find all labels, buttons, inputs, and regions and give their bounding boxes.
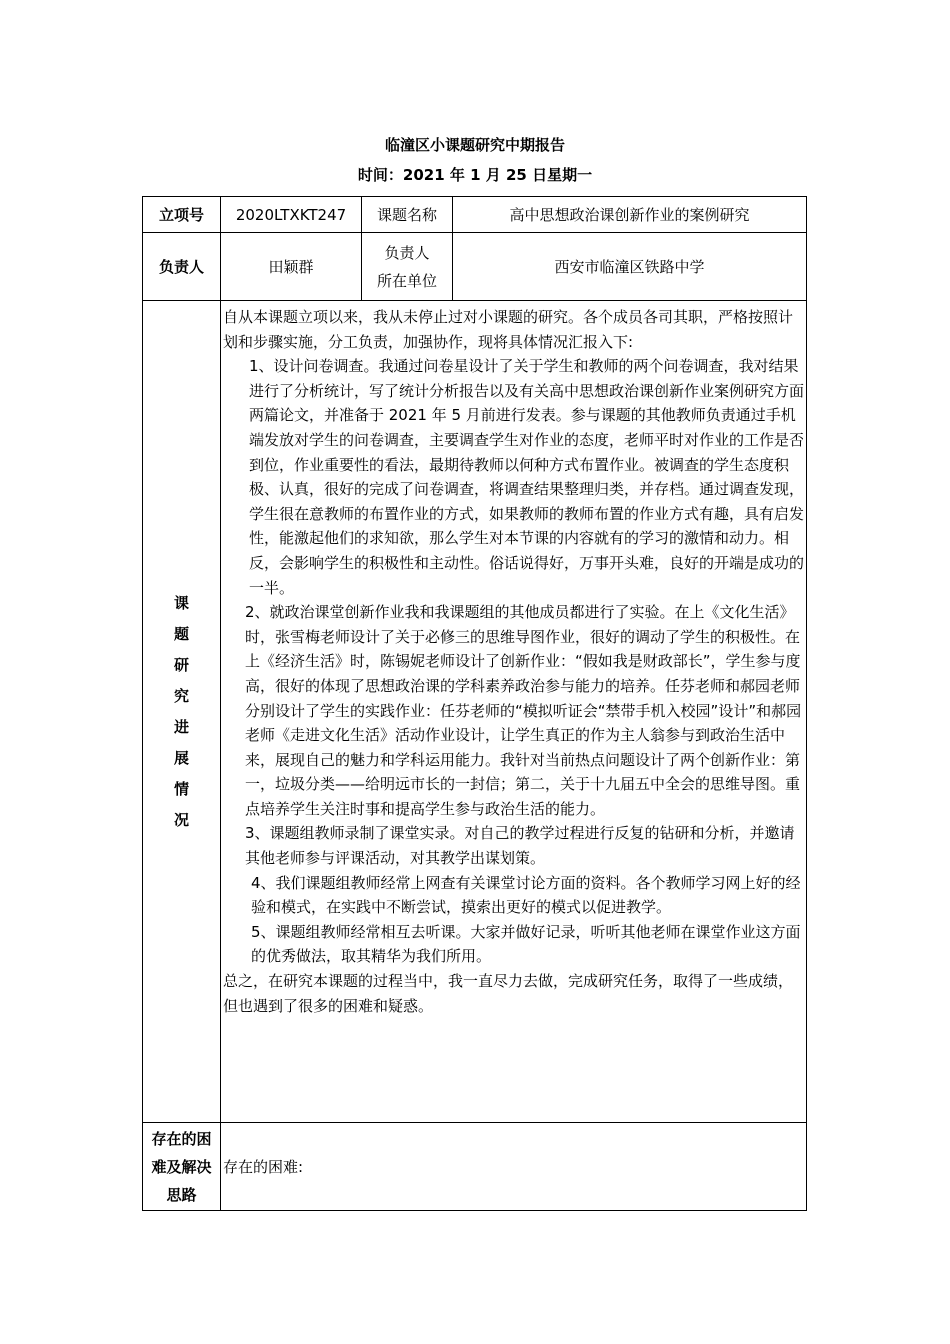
- progress-label-char: 况: [173, 810, 189, 829]
- leader-unit-value: 西安市临潼区铁路中学: [453, 233, 807, 301]
- leader-label: 负责人: [143, 233, 221, 301]
- project-id-value: 2020LTXKT247: [221, 197, 362, 233]
- report-title: 临潼区小课题研究中期报告: [384, 136, 565, 154]
- project-name-label: 课题名称: [362, 197, 453, 233]
- difficulties-label-line3: 思路: [166, 1185, 197, 1204]
- progress-label-char: 课: [173, 593, 189, 612]
- progress-item-3: 3、课题组教师录制了课堂实录。对自己的教学过程进行反复的钻研和分析，并邀请其他老师参与评课活动，对其教学出谋划策。: [245, 824, 795, 868]
- leader-value: 田颖群: [221, 233, 362, 301]
- project-id-row: [143, 197, 807, 233]
- progress-item-5: 5、课题组教师经常相互去听课。大家并做好记录，听听其他老师在课堂作业这方面的优秀做法，取其精华为我们所用。: [251, 922, 801, 966]
- difficulties-label-line2: 难及解决: [151, 1157, 212, 1176]
- progress-row: [143, 301, 807, 1123]
- progress-intro: 自从本课题立项以来，我从未停止过对小课题的研究。各个成员各司其职，严格按照计划和步骤实施，分工负责，加强协作，现将具体情况汇报入下:: [223, 308, 794, 351]
- project-name-value: 高中思想政治课创新作业的案例研究: [453, 197, 807, 233]
- progress-label-char: 情: [173, 779, 189, 798]
- difficulties-row: [143, 1123, 807, 1211]
- report-table: [142, 196, 807, 1211]
- progress-label-char: 究: [173, 686, 189, 705]
- progress-label-char: 进: [173, 717, 189, 736]
- leader-unit-label: [362, 233, 453, 301]
- progress-label: [143, 301, 221, 1123]
- progress-content: [221, 301, 807, 1123]
- progress-item-2: 2、就政治课堂创新作业我和我课题组的其他成员都进行了实验。在上《文化生活》时，张雪梅老师设计了关于必修三的思维导图作业，很好的调动了学生的积极性。在上《经济生活》时，陈锡妮老师设计了创新作业：“假如我是财政部长”，学生参与度高，很好的体现了思想政治课的学科素养政治参与能力的培养。任芬老师和郝园老师分别设计了学生的实践作业：任芬老师的“模拟听证会“禁带手机入校园”设计”和郝园老师《走进文化生活》活动作业设计，让学生真正的作为主人翁参与到政治生活中来，展现自己的魅力和学科运用能力。我针对当前热点问题设计了两个创新作业：第一，垃圾分类——给明远市长的一封信；第二，关于十九届五中全会的思维导图。重点培养学生关注时事和提高学生参与政治生活的能力。: [245, 603, 802, 818]
- report-date: 时间：2021 年 1 月 25 日星期一: [357, 166, 593, 184]
- progress-label-char: 展: [173, 748, 189, 767]
- leader-row: [143, 233, 807, 301]
- leader-unit-label-line1: 负责人: [384, 243, 430, 262]
- leader-unit-label-line2: 所在单位: [376, 271, 437, 290]
- difficulties-content: 存在的困难:: [221, 1123, 807, 1211]
- difficulties-label-line1: 存在的困: [151, 1129, 212, 1148]
- progress-item-1: 1、设计问卷调查。我通过问卷星设计了关于学生和教师的两个问卷调查，我对结果进行了分析统计，写了统计分析报告以及有关高中思想政治课创新作业案例研究方面两篇论文，并准备于 2021 年 5 月前进行发表。参与课题的其他教师负责通过手机端发放对学生的问卷调查，主要调查学生对作业的态度，老师平时对作业的工作是否到位，作业重要性的看法，最期待教师以何种方式布置作业。被调查的学生态度积极、认真，很好的完成了问卷调查，将调查结果整理归类，并存档。通过调查发现，学生很在意教师的布置作业的方式，如果教师的教师布置的作业方式有趣，具有启发性，能激起他们的求知欲，那么学生对本节课的内容就有的学习的激情和动力。相反，会影响学生的积极性和主动性。俗话说得好，万事开头难，良好的开端是成功的一半。: [249, 357, 805, 597]
- progress-label-char: 研: [173, 655, 189, 674]
- progress-label-char: 题: [173, 624, 189, 643]
- project-id-label: 立项号: [143, 197, 221, 233]
- progress-summary: 总之，在研究本课题的过程当中，我一直尽力去做，完成研究任务，取得了一些成绩，但也遇到了很多的困难和疑惑。: [223, 972, 794, 1015]
- progress-item-4: 4、我们课题组教师经常上网查有关课堂讨论方面的资料。各个教师学习网上好的经验和模式，在实践中不断尝试，摸索出更好的模式以促进教学。: [251, 873, 801, 917]
- difficulties-label: [143, 1123, 221, 1211]
